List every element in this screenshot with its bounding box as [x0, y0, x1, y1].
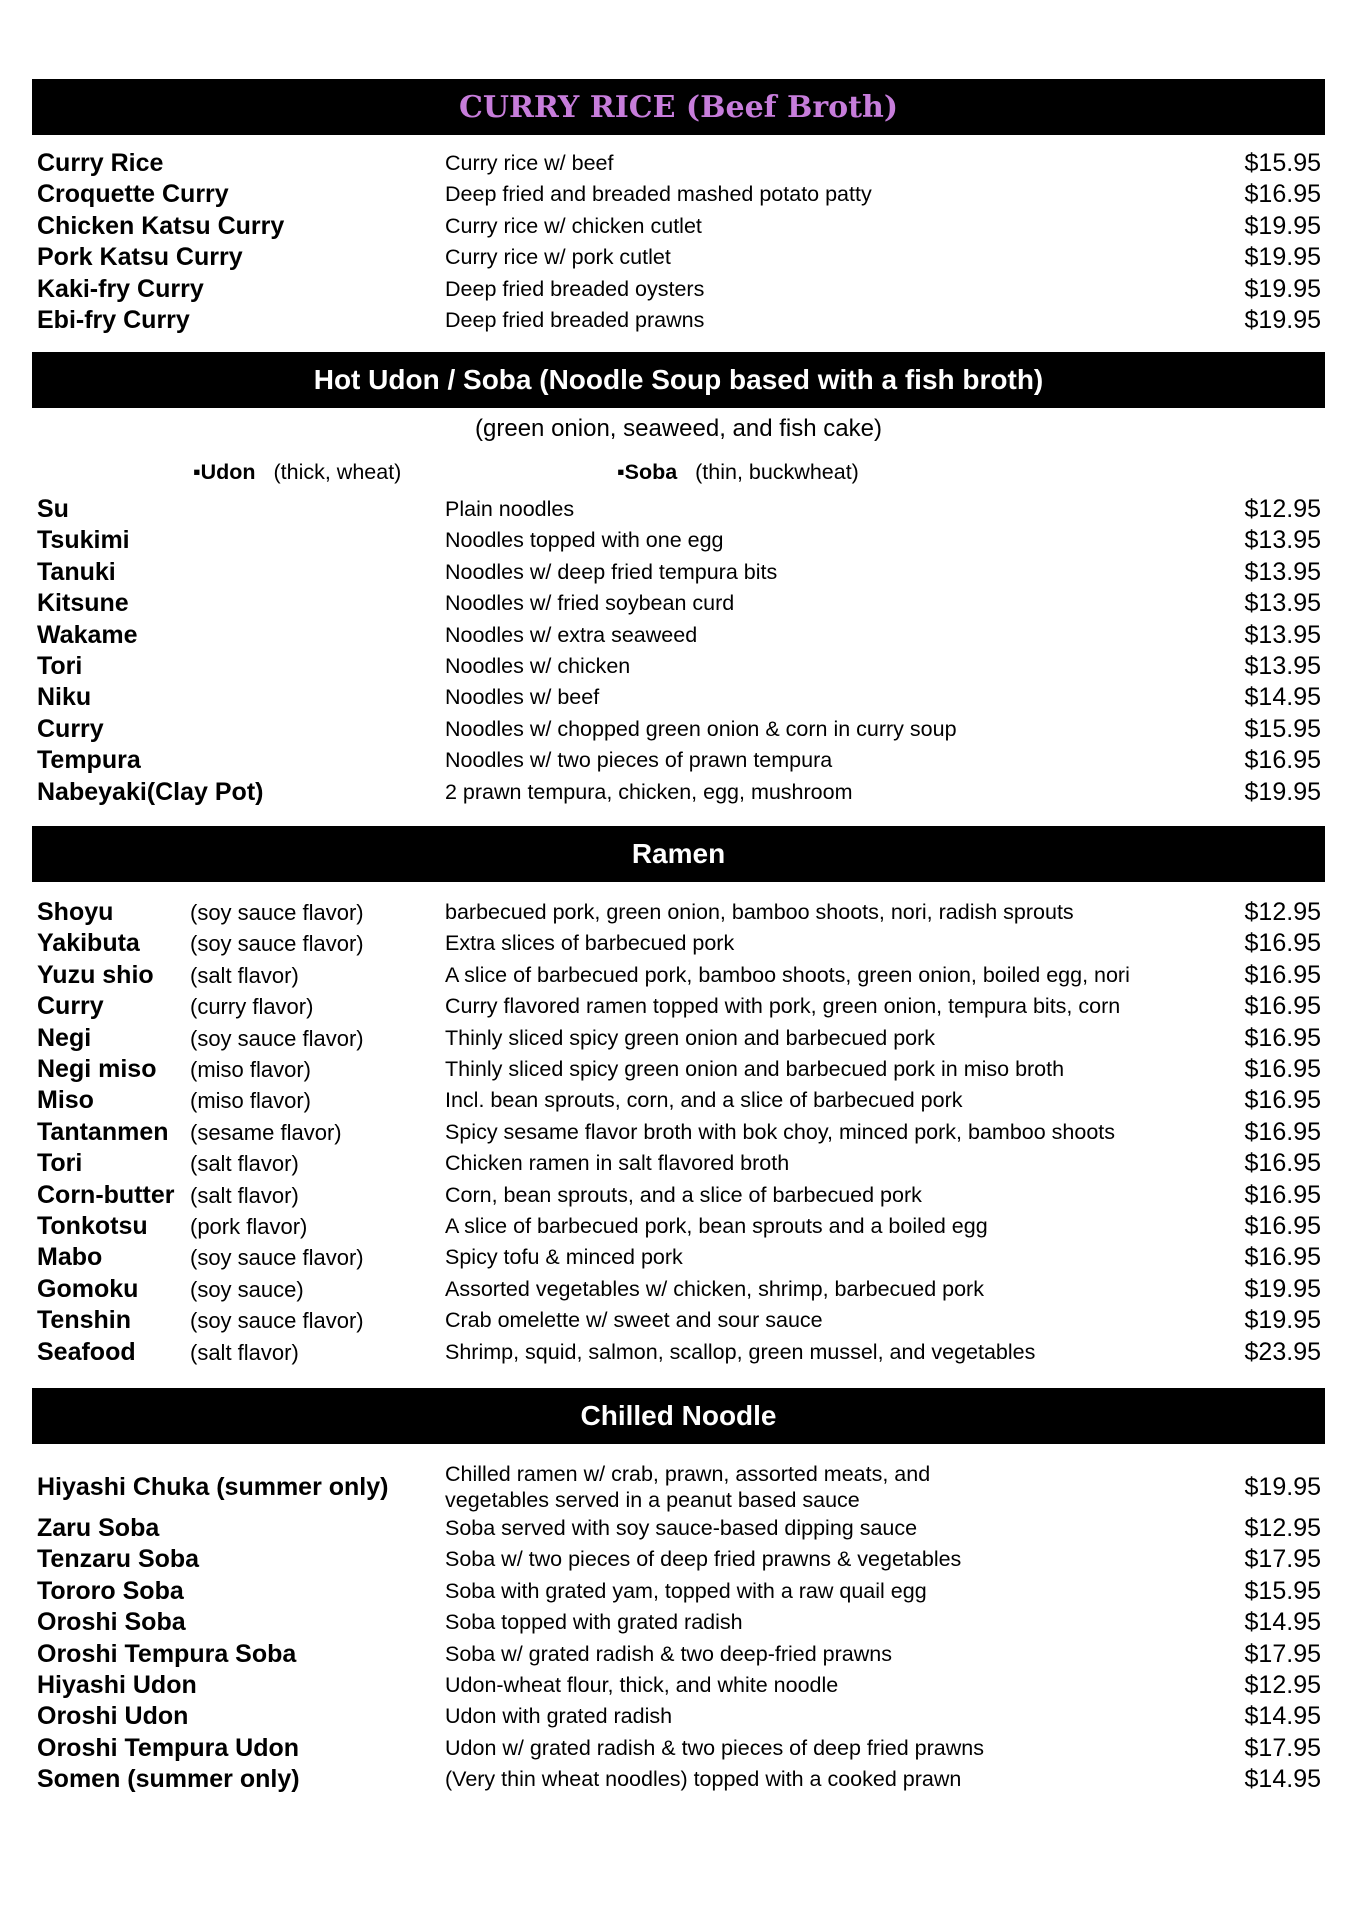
- item-desc: Thinly sliced spicy green onion and barbecued pork: [445, 1025, 936, 1050]
- item-flavor: (soy sauce flavor): [190, 931, 364, 957]
- item-price: $15.95: [1244, 714, 1321, 743]
- menu-item: [0, 928, 1357, 959]
- item-name: Zaru Soba: [37, 1514, 160, 1542]
- variant-name: Soba: [624, 460, 678, 484]
- item-flavor: (salt flavor): [190, 1339, 299, 1365]
- item-price: $13.95: [1244, 620, 1321, 649]
- item-desc: Udon w/ grated radish & two pieces of deep fried prawns: [445, 1735, 984, 1760]
- item-name: Tenzaru Soba: [37, 1545, 200, 1574]
- item-price: $13.95: [1244, 589, 1321, 618]
- item-name: Negi: [37, 1023, 92, 1052]
- item-price: $19.95: [1244, 243, 1321, 272]
- item-price: $12.95: [1244, 898, 1321, 926]
- item-desc: A slice of barbecued pork, bamboo shoots, green onion, boiled egg, nori: [445, 962, 1130, 987]
- section-header-ramen: [32, 826, 1325, 882]
- item-desc: Noodles w/ fried soybean curd: [445, 591, 735, 616]
- menu-item: [0, 1639, 1357, 1670]
- item-name: Miso: [37, 1086, 94, 1115]
- item-name: Corn-butter: [37, 1180, 175, 1209]
- item-desc: Spicy tofu & minced pork: [445, 1245, 683, 1270]
- menu-item: [0, 620, 1357, 651]
- item-name: Oroshi Soba: [37, 1608, 186, 1637]
- item-desc: (Very thin wheat noodles) topped with a cooked prawn: [445, 1767, 962, 1792]
- item-flavor: (miso flavor): [190, 1088, 312, 1114]
- item-name: Curry Rice: [37, 149, 164, 177]
- item-flavor: (salt flavor): [190, 962, 299, 988]
- item-price: $19.95: [1244, 777, 1321, 806]
- menu-item: [0, 1513, 1357, 1544]
- item-price: $16.95: [1244, 1243, 1321, 1272]
- item-name: Seafood: [37, 1337, 136, 1366]
- menu-item: [0, 1117, 1357, 1148]
- item-desc: Deep fried breaded prawns: [445, 308, 705, 332]
- menu-item: [0, 1148, 1357, 1179]
- item-desc: Soba topped with grated radish: [445, 1610, 743, 1635]
- item-desc: Soba w/ two pieces of deep fried prawns & vegetables: [445, 1547, 962, 1572]
- item-desc-line1: Chilled ramen w/ crab, prawn, assorted meats, and: [445, 1462, 931, 1486]
- item-desc: 2 prawn tempura, chicken, egg, mushroom: [445, 779, 853, 804]
- menu-item: [0, 242, 1357, 273]
- item-desc: Curry rice w/ pork cutlet: [445, 245, 671, 270]
- menu-item: [0, 1670, 1357, 1701]
- section-header-curry-rice: [32, 79, 1325, 135]
- item-flavor: (curry flavor): [190, 994, 314, 1020]
- menu-item: [0, 682, 1357, 713]
- item-price: $19.95: [1244, 1274, 1321, 1303]
- item-price: $14.95: [1244, 1702, 1321, 1731]
- item-desc: Noodles w/ two pieces of prawn tempura: [445, 748, 833, 773]
- item-flavor: (soy sauce): [190, 1276, 304, 1302]
- item-name: Kitsune: [37, 589, 129, 618]
- item-price: $19.95: [1244, 306, 1321, 334]
- item-flavor: (salt flavor): [190, 1151, 299, 1177]
- item-name: Oroshi Tempura Udon: [37, 1733, 300, 1762]
- item-desc: Shrimp, squid, salmon, scallop, green mussel, and vegetables: [445, 1339, 1036, 1364]
- item-name: Yuzu shio: [37, 960, 154, 989]
- item-desc: Deep fried and breaded mashed potato patty: [445, 182, 872, 207]
- item-price: $16.95: [1244, 1117, 1321, 1146]
- item-desc: Noodles w/ beef: [445, 685, 600, 710]
- menu-item: [0, 714, 1357, 745]
- item-desc: Curry rice w/ beef: [445, 151, 614, 175]
- item-price: $19.95: [1244, 211, 1321, 240]
- item-price: $16.95: [1244, 1086, 1321, 1115]
- menu-item: [0, 1544, 1357, 1575]
- item-price: $14.95: [1244, 683, 1321, 712]
- item-price: $13.95: [1244, 557, 1321, 586]
- item-desc: Noodles w/ chicken: [445, 654, 631, 678]
- item-flavor: (sesame flavor): [190, 1119, 342, 1145]
- item-desc: Extra slices of barbecued pork: [445, 931, 735, 956]
- menu-item: [0, 1023, 1357, 1054]
- item-desc: Plain noodles: [445, 497, 575, 521]
- section-header-hot-udon-soba: [32, 352, 1325, 408]
- item-name: Pork Katsu Curry: [37, 243, 243, 272]
- bullet-icon: ▪: [193, 460, 201, 484]
- menu-item: [0, 525, 1357, 556]
- item-desc: Noodles w/ extra seaweed: [445, 622, 698, 647]
- item-desc: Udon with grated radish: [445, 1704, 673, 1729]
- item-name: Ebi-fry Curry: [37, 306, 190, 334]
- item-price: $19.95: [1244, 274, 1321, 303]
- item-desc: [445, 1461, 930, 1513]
- item-price: $17.95: [1244, 1545, 1321, 1574]
- menu-item: [0, 1211, 1357, 1242]
- menu-item: [0, 897, 1357, 928]
- item-desc-line2: vegetables served in a peanut based sauce: [445, 1488, 860, 1512]
- item-price: $14.95: [1244, 1608, 1321, 1637]
- menu-item: [0, 1701, 1357, 1732]
- menu-item: [0, 1180, 1357, 1211]
- item-desc: Noodles topped with one egg: [445, 528, 724, 553]
- item-price: $16.95: [1244, 1180, 1321, 1209]
- item-name: Oroshi Udon: [37, 1702, 189, 1731]
- item-price: $12.95: [1244, 1671, 1321, 1699]
- item-price: $15.95: [1244, 1576, 1321, 1605]
- menu-item: [0, 1242, 1357, 1273]
- item-name: Hiyashi Chuka (summer only): [37, 1473, 389, 1501]
- item-price: $19.95: [1244, 1306, 1321, 1335]
- item-price: $17.95: [1244, 1733, 1321, 1762]
- item-price: $12.95: [1244, 495, 1321, 523]
- bullet-icon: ▪: [617, 460, 625, 484]
- item-name: Curry: [37, 992, 104, 1021]
- item-flavor: (soy sauce flavor): [190, 1025, 364, 1051]
- variant-detail: (thick, wheat): [273, 460, 402, 484]
- item-name: Hiyashi Udon: [37, 1671, 197, 1699]
- menu-item: [0, 179, 1357, 210]
- item-desc: Soba with grated yam, topped with a raw quail egg: [445, 1578, 927, 1603]
- item-name: Mabo: [37, 1243, 103, 1272]
- section-note: (green onion, seaweed, and fish cake): [475, 415, 882, 442]
- menu-item: [0, 1607, 1357, 1638]
- menu-item: [0, 1733, 1357, 1764]
- item-name: Croquette Curry: [37, 180, 229, 209]
- item-price: $16.95: [1244, 1023, 1321, 1052]
- item-flavor: (pork flavor): [190, 1214, 308, 1239]
- item-name: Negi miso: [37, 1055, 157, 1083]
- item-price: $17.95: [1244, 1639, 1321, 1668]
- item-price: $16.95: [1244, 929, 1321, 958]
- menu-item: [0, 960, 1357, 991]
- item-name: Su: [37, 495, 69, 523]
- item-price: $12.95: [1244, 1514, 1321, 1542]
- item-desc: barbecued pork, green onion, bamboo shoots, nori, radish sprouts: [445, 900, 1074, 924]
- item-name: Tempura: [37, 746, 141, 775]
- item-desc: Soba w/ grated radish & two deep-fried prawns: [445, 1641, 892, 1666]
- item-name: Tori: [37, 1149, 83, 1178]
- item-name: Tonkotsu: [37, 1212, 148, 1240]
- section-header-chilled-noodle: [32, 1388, 1325, 1444]
- section-title: Chilled Noodle: [580, 1400, 777, 1431]
- menu-item: [0, 494, 1357, 525]
- menu-item: [0, 1305, 1357, 1336]
- item-price: $14.95: [1244, 1765, 1321, 1794]
- item-desc: Chicken ramen in salt flavored broth: [445, 1151, 790, 1176]
- item-name: Oroshi Tempura Soba: [37, 1639, 297, 1668]
- item-price: $15.95: [1244, 149, 1321, 177]
- item-name: Tororo Soba: [37, 1576, 184, 1605]
- item-price: $16.95: [1244, 1149, 1321, 1178]
- item-desc: A slice of barbecued pork, bean sprouts and a boiled egg: [445, 1214, 988, 1238]
- item-name: Tori: [37, 652, 83, 680]
- item-name: Curry: [37, 714, 104, 743]
- item-desc: Curry flavored ramen topped with pork, green onion, tempura bits, corn: [445, 994, 1121, 1019]
- menu-item: [0, 1337, 1357, 1368]
- item-price: $19.95: [1244, 1473, 1321, 1501]
- item-name: Yakibuta: [37, 929, 140, 958]
- item-desc: Thinly sliced spicy green onion and barbecued pork in miso broth: [445, 1057, 1065, 1081]
- variant-detail: (thin, buckwheat): [695, 460, 859, 484]
- item-name: Tenshin: [37, 1306, 131, 1335]
- menu-item: [0, 745, 1357, 776]
- section-title: Hot Udon / Soba (Noodle Soup based with a fish broth): [313, 364, 1044, 395]
- menu-item: [0, 588, 1357, 619]
- menu-item: [0, 211, 1357, 242]
- item-price: $13.95: [1244, 652, 1321, 680]
- item-price: $16.95: [1244, 180, 1321, 209]
- item-name: Chicken Katsu Curry: [37, 211, 285, 240]
- item-desc: Curry rice w/ chicken cutlet: [445, 213, 702, 238]
- menu-item: [0, 1085, 1357, 1116]
- menu-item: [0, 1576, 1357, 1607]
- variant-name: Udon: [200, 460, 256, 484]
- item-price: $16.95: [1244, 960, 1321, 989]
- menu-item: [0, 1764, 1357, 1795]
- item-desc: Corn, bean sprouts, and a slice of barbecued pork: [445, 1182, 922, 1207]
- item-desc: Incl. bean sprouts, corn, and a slice of barbecued pork: [445, 1088, 963, 1113]
- item-name: Nabeyaki(Clay Pot): [37, 777, 264, 806]
- menu-item: [0, 557, 1357, 588]
- menu-item: [0, 148, 1357, 179]
- item-name: Niku: [37, 683, 92, 712]
- item-desc: Noodles w/ deep fried tempura bits: [445, 559, 778, 584]
- item-name: Tanuki: [37, 557, 116, 586]
- item-desc: Soba served with soy sauce-based dipping sauce: [445, 1516, 918, 1540]
- item-price: $16.95: [1244, 1055, 1321, 1083]
- item-name: Wakame: [37, 620, 138, 649]
- item-flavor: (soy sauce flavor): [190, 1308, 364, 1334]
- menu-item: [0, 777, 1357, 808]
- menu-item: [0, 305, 1357, 336]
- section-title: Ramen: [631, 838, 726, 869]
- item-name: Tsukimi: [37, 526, 130, 555]
- item-flavor: (salt flavor): [190, 1182, 299, 1208]
- item-desc: Deep fried breaded oysters: [445, 276, 705, 301]
- item-flavor: (soy sauce flavor): [190, 900, 364, 925]
- item-price: $13.95: [1244, 526, 1321, 555]
- item-desc: Udon-wheat flour, thick, and white noodle: [445, 1673, 839, 1697]
- item-name: Somen (summer only): [37, 1765, 300, 1794]
- item-flavor: (soy sauce flavor): [190, 1245, 364, 1271]
- item-desc: Assorted vegetables w/ chicken, shrimp, barbecued pork: [445, 1276, 984, 1301]
- item-name: Gomoku: [37, 1274, 139, 1303]
- item-price: $16.95: [1244, 1212, 1321, 1240]
- menu-item: [0, 1054, 1357, 1085]
- variant-soba: [617, 460, 859, 485]
- menu-item: [0, 651, 1357, 682]
- item-desc: Spicy sesame flavor broth with bok choy, minced pork, bamboo shoots: [445, 1119, 1116, 1144]
- menu-item: [0, 991, 1357, 1022]
- item-name: Tantanmen: [37, 1117, 169, 1146]
- item-price: $23.95: [1244, 1337, 1321, 1366]
- item-desc: Crab omelette w/ sweet and sour sauce: [445, 1308, 823, 1333]
- section-title: CURRY RICE (Beef Broth): [458, 89, 899, 125]
- item-price: $16.95: [1244, 746, 1321, 775]
- item-price: $16.95: [1244, 992, 1321, 1021]
- item-desc: Noodles w/ chopped green onion & corn in curry soup: [445, 716, 957, 741]
- item-name: Kaki-fry Curry: [37, 274, 204, 303]
- item-flavor: (miso flavor): [190, 1057, 312, 1082]
- menu-item: [0, 274, 1357, 305]
- variant-udon: [193, 460, 401, 485]
- menu-item: [0, 1274, 1357, 1305]
- item-name: Shoyu: [37, 898, 114, 926]
